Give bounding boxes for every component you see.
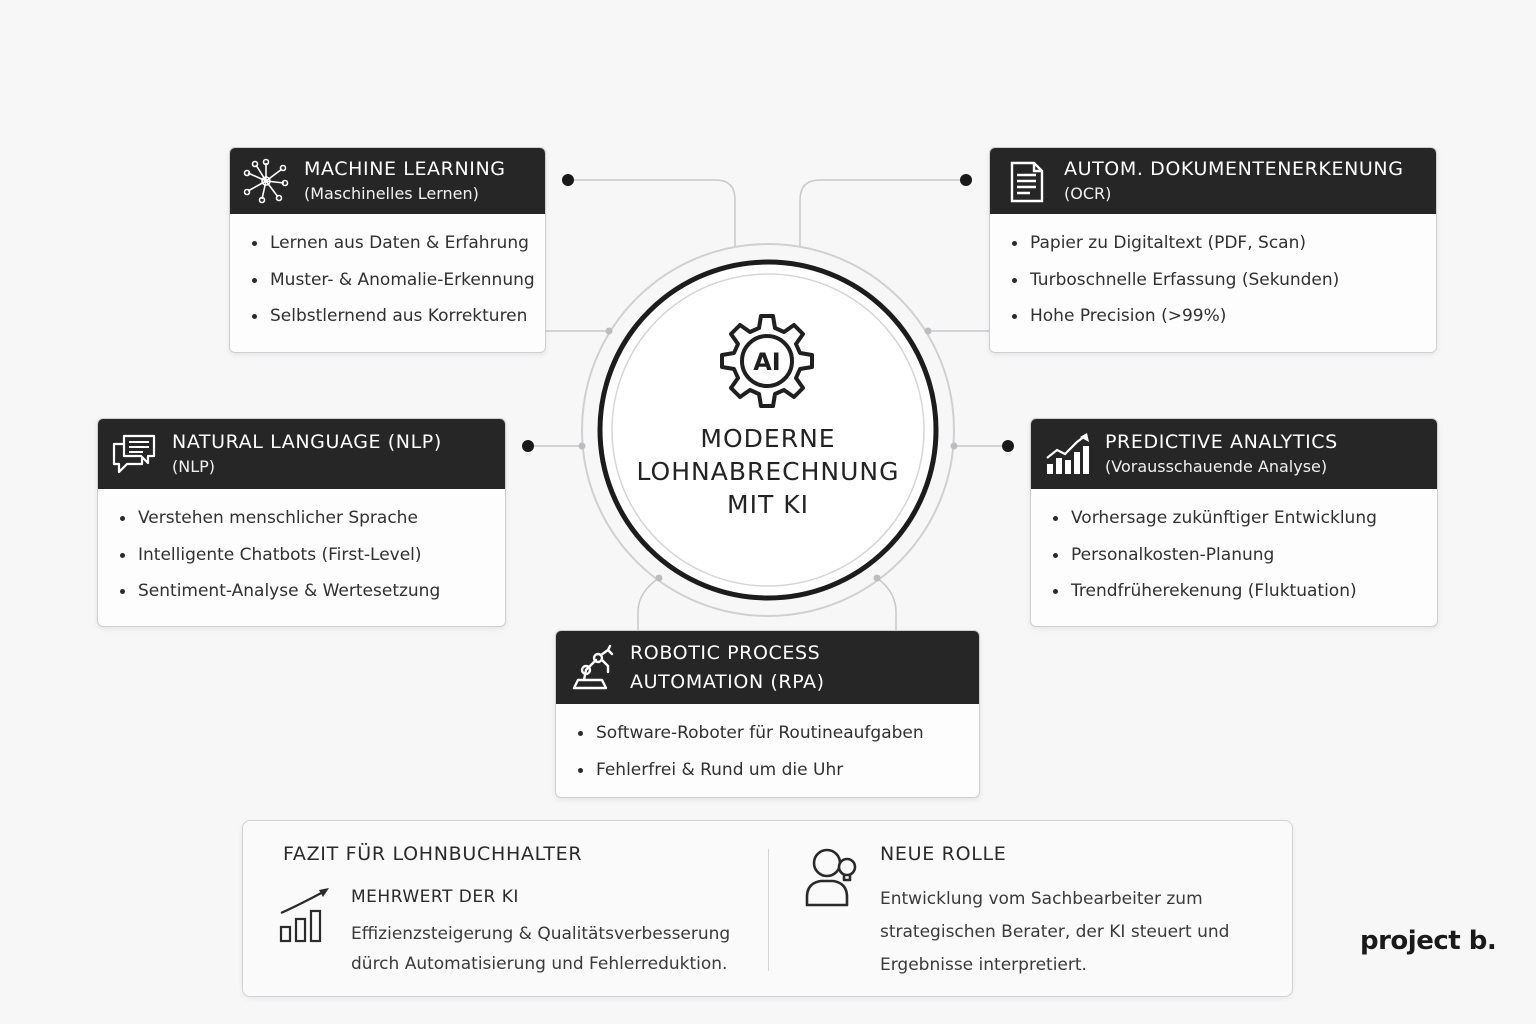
summary-divider [768,849,769,971]
neural-network-icon [242,157,290,205]
card-subtitle: (Maschinelles Lernen) [304,183,479,203]
brand-logo: project b. [1360,926,1497,956]
bar-chart-trend-icon [1043,430,1091,478]
list-item: Intelligente Chatbots (First-Level) [120,544,505,566]
list-item: Verstehen menschlicher Sprache [120,507,505,529]
ocr-card [989,147,1437,353]
summary-heading: FAZIT FÜR LOHNBUCHHALTER [283,843,583,865]
list-item: Vorhersage zukünftiger Entwicklung [1053,507,1437,529]
summary-panel [242,820,1293,997]
machine-learning-card [229,147,546,353]
document-icon [1002,157,1050,205]
card-subtitle: (OCR) [1064,183,1112,203]
card-header [990,148,1436,214]
predictive-analytics-card [1030,418,1438,627]
card-list [98,489,505,602]
card-title: PREDICTIVE ANALYTICS [1105,430,1338,453]
card-title: MACHINE LEARNING [304,157,506,180]
center-title [618,422,918,521]
nlp-card [97,418,506,627]
value-title: MEHRWERT DER KI [351,887,519,907]
card-title-line: ROBOTIC PROCESS [630,641,821,664]
card-title-line: AUTOMATION (RPA) [630,670,825,693]
role-text: Entwicklung vom Sachbearbeiter zum strategischen Berater, der KI steuert und Ergebnisse interpretiert. [880,889,1230,975]
role-title: NEUE ROLLE [880,843,1007,865]
card-list [230,214,545,327]
center-title-line: LOHNABRECHNUNG [636,457,900,486]
chat-bubbles-icon [110,430,158,478]
robot-arm-icon [568,644,616,692]
card-subtitle: (Vorausschauende Analyse) [1105,456,1328,476]
growth-chart-icon [277,883,333,945]
card-header [230,148,545,214]
center-title-line: MIT KI [727,490,809,519]
card-header [98,419,505,489]
list-item: Papier zu Digitaltext (PDF, Scan) [1012,232,1436,254]
list-item: Muster- & Anomalie-Erkennung [252,269,545,291]
card-subtitle: (NLP) [172,456,216,476]
ai-gear-icon [714,310,820,414]
rpa-card [555,630,980,798]
list-item: Selbstlernend aus Korrekturen [252,305,545,327]
person-idea-icon [803,843,865,911]
list-item: Fehlerfrei & Rund um die Uhr [578,759,979,781]
list-item: Turboschnelle Erfassung (Sekunden) [1012,269,1436,291]
list-item: Trendfrüherekenung (Fluktuation) [1053,580,1437,602]
card-list [990,214,1436,327]
list-item: Hohe Precision (>99%) [1012,305,1436,327]
list-item: Software-Roboter für Routineaufgaben [578,722,979,744]
card-header [1031,419,1437,489]
list-item: Lernen aus Daten & Erfahrung [252,232,545,254]
list-item: Personalkosten-Planung [1053,544,1437,566]
center-title-line: MODERNE [700,424,836,453]
card-title: AUTOM. DOKUMENTENERKENUNG [1064,157,1404,180]
card-list [556,704,979,781]
card-title: NATURAL LANGUAGE (NLP) [172,430,442,453]
list-item: Sentiment-Analyse & Wertesetzung [120,580,505,602]
card-header [556,631,979,704]
card-list [1031,489,1437,602]
ai-label: AI [753,348,781,376]
value-text: Effizienzsteigerung & Qualitätsverbesserung dürch Automatisierung und Fehlerreduktion. [351,924,731,974]
